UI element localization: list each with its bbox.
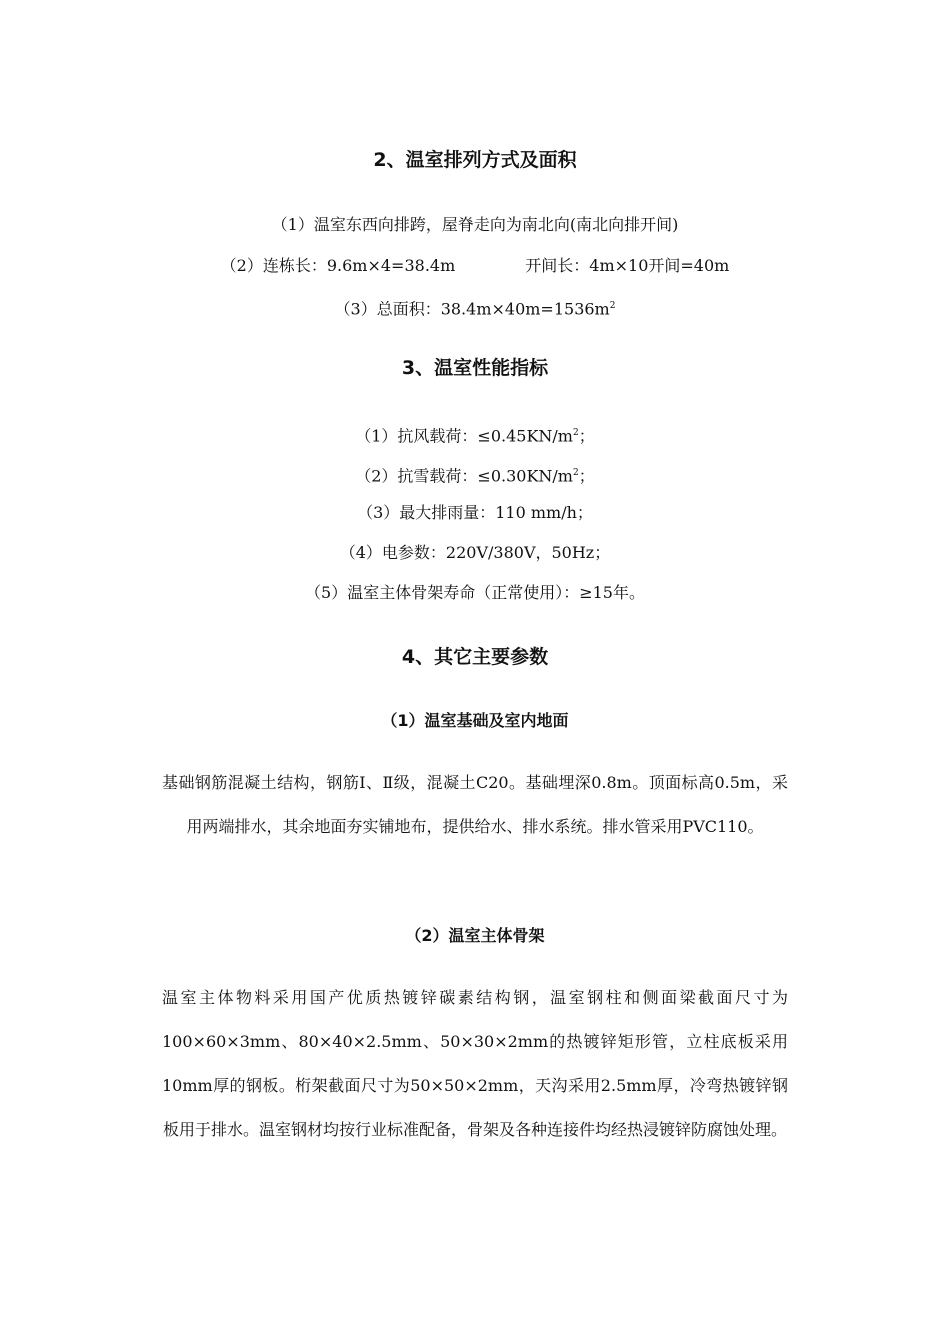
section3-item-1 (0, 423, 950, 446)
section2-item-1: （1）温室东西向排跨，屋脊走向为南北向(南北向排开间) (271, 215, 679, 234)
section4-sub1-heading: （1）温室基础及室内地面 (381, 711, 569, 730)
section2-item-3-text: （3）总面积：38.4m×40m=1536m (334, 299, 610, 319)
section3-item-4: （4）电参数：220V/380V，50Hz； (339, 543, 611, 562)
section2-item-2-length: （2）连栋长：9.6m×4=38.4m (220, 256, 456, 275)
section3-item-2 (0, 463, 950, 486)
section4-heading: 4、其它主要参数 (401, 646, 549, 668)
section2-heading: 2、温室排列方式及面积 (373, 149, 577, 171)
section3-item-1-sup: 2 (572, 428, 579, 438)
section2-item-2 (0, 256, 950, 276)
section3-item-1-text: （1）抗风载荷：≤0.45KN/m (355, 426, 573, 446)
section3-item-2-text: （2）抗雪载荷：≤0.30KN/m (355, 466, 573, 486)
section3-item-1-end: ； (578, 426, 595, 446)
section3-heading: 3、温室性能指标 (401, 357, 549, 379)
section2-item-3 (0, 296, 950, 319)
section3-item-3: （3）最大排雨量：110 mm/h； (357, 503, 593, 522)
section4-sub2-paragraph: 温室主体物料采用国产优质热镀锌碳素结构钢，温室钢柱和侧面梁截面尺寸为100×60×3mm、80×40×2.5mm、50×30×2mm的热镀锌矩形管，立柱底板采用10mm厚的钢板。桁架截面尺寸为50×50×2mm，天沟采用2.5mm厚，冷弯热镀锌钢板用于排水。温室钢材均按行业标准配备，骨架及各种连接件均经热浸镀锌防腐蚀处理。 (162, 988, 788, 1139)
section4-sub2-heading: （2）温室主体骨架 (405, 926, 545, 945)
section2-item-3-sup: 2 (609, 301, 616, 311)
section4-sub1-paragraph: 基础钢筋混凝土结构，钢筋Ⅰ、Ⅱ级，混凝土C20。基础埋深0.8m。顶面标高0.5m，采用两端排水，其余地面夯实铺地布，提供给水、排水系统。排水管采用PVC110。 (162, 773, 788, 836)
section3-item-5: （5）温室主体骨架寿命（正常使用）：≥15年。 (305, 583, 645, 602)
section2-item-2-bay: 开间长：4m×10开间=40m (525, 256, 730, 275)
section3-item-2-end: ； (578, 466, 595, 486)
section3-item-2-sup: 2 (572, 468, 579, 478)
